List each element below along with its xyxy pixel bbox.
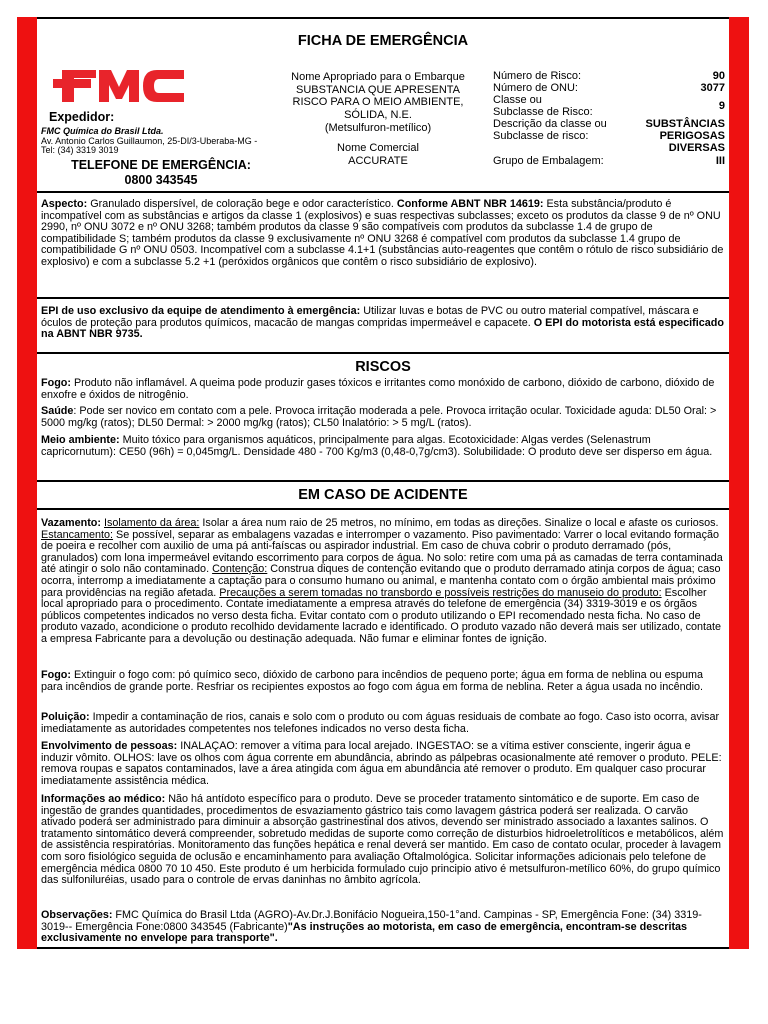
- shipping-name-line-3: SÓLIDA, N.E.: [344, 109, 412, 121]
- isolamento-text: Isolar a área num raio de 25 metros, no mínimo, em todas as direções. Sinalize o local e afaste os curiosos.: [199, 517, 719, 529]
- vazamento-label: Vazamento:: [41, 517, 101, 529]
- divider: [37, 480, 729, 482]
- emergency-sheet: [37, 17, 729, 949]
- poluicao-text: Impedir a contaminação de rios, canais e solo com o produto ou com águas residuais de combate ao fogo. Caso isto ocorra, avisar imediatamente as autoridades competentes nos telefones indicados no verso desta ficha.: [41, 711, 720, 735]
- company-info: [41, 127, 281, 156]
- riscos-meio-text: Muito tóxico para organismos aquáticos, principalmente para algas. Ecotoxicidade: Algas verdes (Selenastrum capricornutum): CE50 (96h) = 0,045mg/L. Densidade 480 - 700 Kg/m3 (0,48-0,7g/cm3). Solubilidade: O produto deve ser disperso em água.: [41, 434, 713, 458]
- observacoes-note: "As instruções ao motorista, em caso de emergência, encontram-se descritas exclusivamente no envelope para transporte".: [41, 920, 688, 945]
- emergency-phone-label: TELEFONE DE EMERGÊNCIA:: [71, 158, 251, 172]
- shipping-name-line-1: SUBSTANCIA QUE APRESENTA: [295, 84, 461, 96]
- riscos-meio-label: Meio ambiente:: [41, 434, 120, 446]
- riscos-saude-label: Saúde: [41, 405, 74, 417]
- riscos-title: RISCOS: [355, 359, 411, 375]
- emergency-phone-block: [41, 158, 281, 188]
- isolamento-label: Isolamento da área:: [104, 517, 200, 529]
- aspecto-norm: Conforme ABNT NBR 14619:: [396, 198, 544, 210]
- aspecto-text-2: Esta substância/produto é incompatível com as substâncias e artigos da classe 1 (explosivos) e suas respectivas subclasses; exceto os produtos da classe 9 de nº ONU 2990, nº ONU 3072 e nº ONU 3268; também produtos da classe 9 são compatíveis com produtos da subclasse 1.4 de grupo de compatibilidade S; também produtos da classe 9 exclusivamente nº ONU 3268 é compatível com produtos da subclasse 1.4 grupo de compatibilidade G nº ONU 0503. Incompatível com a subclasse 4.1+1 (substâncias auto-reagentes que contêm o rótulo de risco subsidiário de explosivo) e com a subclasse 5.2 +1 (peróxidos orgânicos que contêm o risco subsidiário de explosivo).: [41, 198, 724, 268]
- commercial-name-label: Nome Comercial: [337, 142, 419, 154]
- right-red-border: [729, 17, 749, 949]
- vazamento-section: [41, 518, 725, 646]
- envolvimento-text: INALAÇAO: remover a vítima para local arejado. INGESTAO: se a vítima estiver consciente, ingerir água e induzir vômito. OLHOS: lave os olhos com água corrente em abundância, abrindo as pálpebras ocasionalmente até remover o produto. PELE: remova roupas e sapatos contaminados, lave a área atingida com água em abundância até remover o produto. Em qualquer caso procurar imediatamente assistência médica.: [41, 740, 722, 787]
- desc-value-2: PERIGOSAS: [659, 130, 725, 142]
- shipping-name-line-4: (Metsulfuron-metílico): [324, 122, 432, 134]
- desc-label-2: Subclasse de risco:: [493, 130, 589, 142]
- onu-number: 3077: [700, 82, 725, 94]
- envolvimento-label: Envolvimento de pessoas:: [41, 740, 178, 752]
- epi-section: [41, 306, 725, 341]
- emergency-phone: 0800 343545: [124, 173, 198, 187]
- shipping-name-line-2: RISCO PARA O MEIO AMBIENTE,: [292, 96, 464, 108]
- packing-group-label: Grupo de Embalagem:: [493, 155, 604, 167]
- epi-label: EPI de uso exclusivo da equipe de atendimento à emergência:: [41, 305, 361, 317]
- epi-text: Utilizar luvas e botas de PVC ou outro material compatível, máscara e óculos de proteção para produtos químicos, macacão de mangas compridas impermeável e capacete.: [41, 305, 699, 329]
- estancamento-label: Estancamento:: [41, 528, 114, 541]
- sheet-title: FICHA DE EMERGÊNCIA: [297, 33, 469, 49]
- epi-driver-note: O EPI do motorista está especificado na ABNT NBR 9735.: [41, 316, 724, 341]
- class-label-1: Classe ou: [493, 94, 542, 106]
- riscos-fogo-label: Fogo:: [41, 377, 71, 389]
- precaucoes-label: Precauções a serem tomadas no transbordo e possíveis restrições do manuseio do produto:: [219, 586, 662, 599]
- riscos-meio-ambiente: [41, 435, 725, 458]
- desc-value-3: DIVERSAS: [668, 142, 725, 154]
- acidente-fogo-label: Fogo:: [41, 669, 71, 681]
- company-name: FMC Química do Brasil Ltda.: [41, 126, 164, 136]
- medico-section: [41, 794, 725, 887]
- divider: [37, 352, 729, 354]
- precaucoes-text: Escolher local apropriado para o procedimento. Contate imediatamente a empresa através do telefone de emergência (34) 3319-3019 e os órgãos públicos competentes indicados no verso desta ficha. Evitar contato com o produto utilizando o EPI recomendado nesta ficha. No caso de produto vazado, acondicione o produto recolhido devidamente lacrado e identificado. O produto vazado não deverá mais ser utilizado, contate a empresa Fabricante para a devolução ou destinação adequada. Não fumar e eliminar fontes de ignição.: [41, 586, 722, 645]
- divider: [37, 191, 729, 193]
- commercial-name: ACCURATE: [348, 155, 408, 167]
- aspecto-label: Aspecto:: [41, 198, 88, 210]
- aspecto-text-1: Granulado dispersível, de coloração bege e odor característico.: [87, 198, 397, 210]
- divider: [37, 508, 729, 510]
- onu-label: Número de ONU:: [493, 82, 578, 94]
- poluicao-label: Poluição:: [41, 711, 90, 723]
- class-value: 9: [718, 100, 725, 112]
- class-label-2: Subclasse de Risco:: [493, 106, 593, 118]
- risk-number: 90: [712, 70, 725, 82]
- shipping-name-label: Nome Apropriado para o Embarque: [291, 71, 465, 83]
- divider: [37, 297, 729, 299]
- fmc-logo: [53, 67, 185, 110]
- desc-value-1: SUBSTÂNCIAS: [645, 118, 725, 130]
- desc-label-1: Descrição da classe ou: [493, 118, 607, 130]
- company-address: Av. Antonio Carlos Guillaumon, 25-DI/3-Uberaba-MG -: [41, 135, 258, 146]
- fmc-logo-icon: [53, 67, 185, 105]
- company-phone: Tel: (34) 3319 3019: [41, 145, 119, 155]
- acidente-fogo: [41, 670, 725, 693]
- contencao-label: Contenção:: [212, 563, 268, 576]
- estancamento-text: Se possível, separar as embalagens vazadas e interromper o vazamento. Piso pavimentado: Varrer o local evitando formação de poeira e recolher com auxilio de uma pá anti-faíscas ou aspirador industrial. Em caso de chuva cobrir o produto derramado (pós, granulados) com lona impermeável evitando escorrimento para corpos de água. No solo: retire com uma pá as camadas de terra contaminada até atingir o solo não contaminado.: [41, 528, 723, 576]
- risk-number-label: Número de Risco:: [493, 70, 582, 82]
- riscos-fogo: [41, 378, 725, 401]
- left-red-border: [17, 17, 37, 949]
- envolvimento-section: [41, 741, 725, 787]
- riscos-saude: [41, 406, 725, 429]
- aspecto-section: [41, 199, 725, 269]
- acidente-fogo-text: Extinguir o fogo com: pó químico seco, dióxido de carbono para incêndios de pequeno porte; água em forma de neblina ou espuma para incêndios de grande porte. Resfriar os recipientes expostos ao fogo com água em forma de neblina. Reter a água usada no incêndio.: [41, 669, 704, 693]
- expedidor-label: Expedidor:: [49, 110, 115, 124]
- contencao-text: Construa diques de contenção evitando que o produto derramado atinja corpos de água; caso ocorra, interromp a imediatamente a captação para o consumo humano ou animal, e mantenha contato com o órgão ambiental mais próximo para providências na região afetada.: [41, 563, 721, 599]
- riscos-fogo-text: Produto não inflamável. A queima pode produzir gases tóxicos e irritantes como monóxido de carbono, dióxido de carbono, dióxido de enxofre e óxidos de nitrogênio.: [41, 377, 715, 401]
- observacoes-text: FMC Química do Brasil Ltda (AGRO)-Av.Dr.J.Bonifácio Nogueira,150-1°and. Campinas - SP, Emergência Fone: (34) 3319-3019-- Emergência Fone:0800 343545 (Fabricante): [41, 909, 702, 933]
- medico-text: Não há antídoto específico para o produto. Deve se proceder tratamento sintomático e de suporte. Em caso de ingestão de grandes quantidades, procedimentos de esvaziamento gástrico tais como lavagem gástrica poderá ser realizada. O carvão ativado poderá ser administrado para diminuir a absorção gastrinestinal dos ativos, devendo ser ministrado associado a laxantes salinos. O tratamento sintomático deverá compreender, sobretudo medidas de suporte como correção de disturbios hidroeletrolíticos e metabólicos, além de assistência respiratórias. Monitoramento das funções hepática e renal deverá ser mantido. Em caso de contato ocular, proceder à lavagem com soro fisiológico seguida de oclusão e encaminhamento para avaliação Oftalmológica. Solicitar informações adicionais pelo telefone de emergência médica 0800 70 10 450. Este produto é um herbicida formulado cujo principio ativo é metsulfuron-metílico 60%, do grupo químico das sulfoniluréias, usado para o controle de ervas daninhas no âmbito agrícola.: [41, 793, 724, 887]
- observacoes-label: Observações:: [41, 909, 113, 921]
- acidente-title: EM CASO DE ACIDENTE: [298, 487, 468, 503]
- observacoes-section: [41, 910, 725, 945]
- packing-group-value: III: [715, 155, 725, 167]
- poluicao-section: [41, 712, 725, 735]
- medico-label: Informações ao médico:: [41, 793, 166, 805]
- riscos-saude-text: : Pode ser novico em contato com a pele. Provoca irritação moderada a pele. Provoca irritação ocular. Toxicidade aguda: DL50 Oral: > 5000 mg/kg (ratos); DL50 Dermal: > 2000 mg/kg (ratos); CL50 Inalatório: > 5 mg/L (ratos).: [41, 405, 717, 429]
